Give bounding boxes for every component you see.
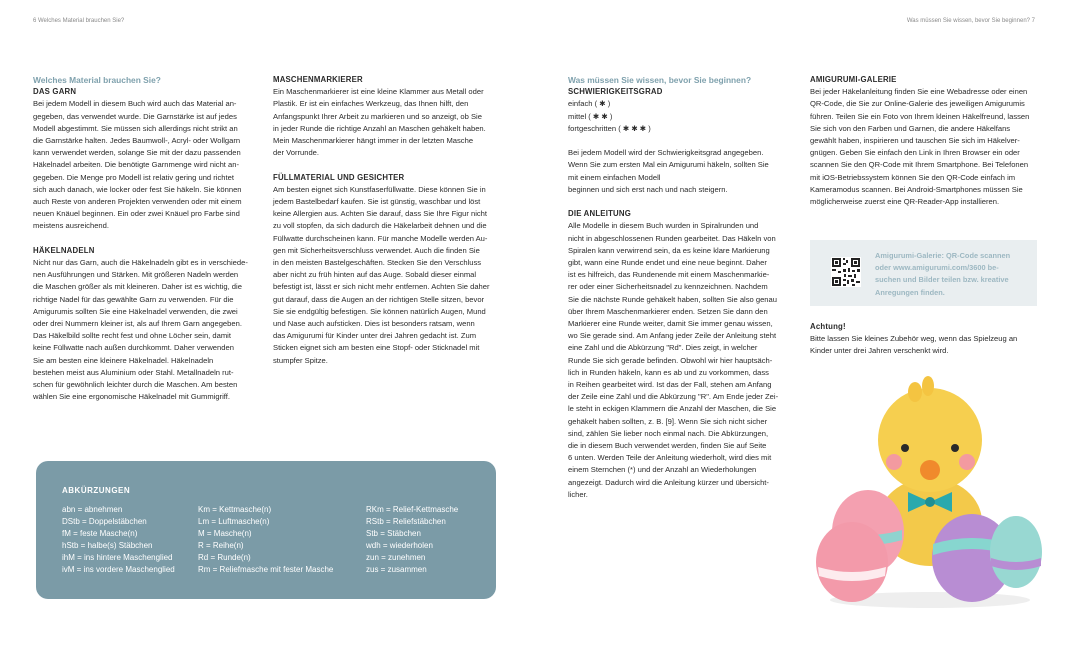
heading-anleitung: DIE ANLEITUNG [568,209,631,219]
text-line: die Garnstärke halten. Jedes Baumwoll-, Acryl- oder Wollgarn [33,136,241,146]
text-line: möglicherweise zuerst eine QR-Reader-App installieren. [810,197,1000,207]
paragraph-schwierigkeitsgrad [568,147,798,196]
text-line: führen. Teilen Sie ein Foto von Ihrem kleinen Häkelfreund, lassen [810,111,1030,121]
text-line: der Vorrunde. [273,148,320,158]
abbreviation-entry: fM = feste Masche(n) [62,528,138,538]
column-marker [273,74,503,367]
text-line: Wenn Sie zum ersten Mal ein Amigurumi häkeln, sollten Sie [568,160,769,170]
text-line: Häkelnadel arbeiten. Die benötigte Garnmenge wird nicht an- [33,160,239,170]
text-line: licher. [568,489,588,499]
text-line: Runde Sie sich gerade befinden. Obwohl wir hier hauptsäch- [568,355,773,365]
heading-garn: DAS GARN [33,87,77,97]
text-line: Anregungen finden. [875,287,945,297]
paragraph-galerie [810,86,1042,208]
amigurumi-chick-photo [812,362,1048,610]
heading-haekelnadeln: HÄKELNADELN [33,245,95,255]
abbreviations-title: ABKÜRZUNGEN [62,486,131,495]
text-line: schen für gewöhnlich leichter durch die Maschen. Am besten [33,380,238,390]
text-line: Spiralen kann verwirrend sein, da es keine klare Markierung [568,245,770,255]
paragraph-haekelnadeln [33,257,263,403]
text-line: Bitte lassen Sie kleines Zubehör weg, wenn das Spielzeug an [810,334,1018,344]
text-line: wo Sie gerade sind. Am Anfang jeder Zeile der Anleitung steht [568,331,777,341]
text-line: Kameramodus scannen. Bei Android-Smartphones müssen Sie [810,184,1023,194]
text-line: nicht in abgeschlossenen Runden gearbeitet. Das Häkeln von [568,233,776,243]
running-header-left: 6 Welches Material brauchen Sie? [33,18,125,24]
text-line: neuen Knäuel beginnen. Ein oder zwei Knäuel pro Farbe sind [33,209,240,219]
heading-fuellmaterial: FÜLLMATERIAL UND GESICHTER [273,172,405,182]
abbreviation-entry: wdh = wiederholen [366,540,433,550]
text-line: beginnen und sich erst nach und nach steigern. [568,184,728,194]
abbreviation-entry: DStb = Doppelstäbchen [62,516,147,526]
text-line: aber nicht zu früh hinten auf das Auge. Sobald dieser einmal [273,270,477,280]
abbreviation-entry: ihM = ins hintere Maschenglied [62,552,173,562]
heading-schwierigkeitsgrad: SCHWIERIGKEITSGRAD [568,87,663,97]
text-line: Amigurumis sollten Sie eine Häkelnadel verwenden, die zwei [33,306,238,316]
section-title-wissen: Was müssen Sie wissen, bevor Sie beginnen? [568,75,752,85]
text-line: eine Zahl und die Abkürzung "Rd". Dies zeigt, in welcher [568,343,758,353]
abbreviation-entry: Rm = Reliefmasche mit fester Masche [198,564,334,574]
text-line: in jeder Runde die richtige Anzahl an Maschen gehäkelt haben. [273,123,486,133]
running-header-right: Was müssen Sie wissen, bevor Sie beginnen? 7 [906,18,1035,24]
text-line: in Reihen gearbeitet wird. Ist das der Fall, stehen am Anfang [568,380,772,390]
text-line: der Zeile eine Zahl und die Abkürzung "R". Am Ende jeder Zei- [568,392,779,402]
text-line: mit iOS-Betriebssystem können Sie den QR-Code einfach im [810,172,1016,182]
text-line: Ein Maschenmarkierer ist eine kleine Klammer aus Metall oder [273,87,484,97]
qr-info-box [810,240,1037,306]
text-line: gegeben. Die Menge pro Modell ist relativ gering und richtet [33,172,234,182]
text-line: die in diesem Buch verwendet werden, finden Sie auf Seite [568,441,767,451]
text-line: gewählt haben, inspirieren und tauschen Sie sich im Häkelver- [810,136,1020,146]
section-title-material: Welches Material brauchen Sie? [33,75,161,85]
abbreviation-entry: M = Masche(n) [198,528,252,538]
heading-maschenmarkierer: MASCHENMARKIERER [273,75,363,84]
abbreviation-entry: R = Reihe(n) [198,540,244,550]
qr-info-text [875,250,1030,299]
text-line: befestigt ist, lässt er sich nicht mehr entfernen. Achten Sie daher [273,282,490,292]
text-line: gut darauf, dass die Augen an der richtigen Stelle sitzen, bevor [273,294,485,304]
qr-code-icon[interactable] [831,257,861,287]
abbreviation-entry: abn = abnehmen [62,505,123,514]
text-line: Kinder unter drei Jahren verschenkt wird. [810,346,949,356]
abbreviation-entry: zun = zunehmen [366,552,426,562]
difficulty-advanced: fortgeschritten ( ✱ ✱ ✱ ) [568,123,651,133]
text-line: le steht in eckigen Klammern die Anzahl der Maschen, die Sie [568,404,777,414]
text-line: Nicht nur das Garn, auch die Häkelnadeln gibt es in verschiede- [33,258,248,268]
text-line: Plastik. Er ist ein einfaches Werkzeug, das Ihnen hilft, den [273,99,469,109]
text-line: sich auch danach, wie locker oder fest Sie häkeln. Sie können [33,184,242,194]
text-line: Sie die nächste Runde gehäkelt haben, sollten Sie also genau [568,294,777,304]
text-line: wählen Sie eine ergonomische Häkelnadel mit Gummigriff. [33,392,230,402]
text-line: auch Reste von anderen Projekten verwenden oder mit einem [33,197,242,207]
text-line: gnügen. Geben Sie einfach den Link in Ihren Browser ein oder [810,148,1020,158]
text-line: Füllwatte durchscheinen kann. Für manche Modelle werden Au- [273,233,488,243]
text-line: in den meisten Bastelgeschäften. Stecken Sie den Verschluss [273,258,482,268]
text-line: nen Ausführungen und Stärken. Mit größeren Nadeln werden [33,270,239,280]
warning-heading: Achtung! [810,322,846,331]
text-line: bestehen meist aus Aluminium oder Stahl. Metallnadeln rut- [33,367,234,377]
text-line: lich in Runden häkeln, kann es ab und zu vorkommen, dass [568,367,769,377]
abbreviations-column-3 [366,504,458,575]
text-line: 6 unten. Werden Teile der Anleitung wiederholt, wird dies mit [568,453,772,463]
text-line: zu voll stopfen, da sich dadurch die Häkelarbeit dehnen und die [273,221,487,231]
text-line: Sie sich von den Farben und Garnen, die andere Häkelfans [810,123,1011,133]
text-line: oder www.amigurumi.com/3600 be- [875,263,999,273]
text-line: richtige Nadel für das gewählte Garn zu verwenden. Für die [33,294,234,304]
text-line: suchen und Bilder teilen bzw. kreative [875,275,1009,285]
abbreviation-entry: Rd = Runde(n) [198,552,251,562]
text-line: Bei jedem Modell wird der Schwierigkeitsgrad angegeben. [568,148,764,158]
text-line: Anfangspunkt Ihrer Arbeit zu markieren und so anzeigt, ob Sie [273,111,482,121]
text-line: Sticken eignet sich am besten eine Stopf- oder Sticknadel mit [273,343,480,353]
abbreviation-entry: hStb = halbe(s) Stäbchen [62,540,153,550]
warning-block [810,321,1042,358]
text-line: Modell abgestimmt. Sie müssen sich allerdings nicht strikt an [33,123,238,133]
text-line: einem Sternchen (*) und der Anzahl an Wiederholungen [568,465,757,475]
abbreviation-entry: zus = zusammen [366,564,427,574]
abbreviation-entry: Stb = Stäbchen [366,528,421,538]
text-line: scannen Sie den QR-Code mit Ihrem Smartphone. Bei Telefonen [810,160,1029,170]
abbreviation-entry: Km = Kettmasche(n) [198,505,272,514]
list-difficulty [568,98,798,135]
text-line: keine Allergien aus. Achten Sie darauf, dass Sie Ihre Figur nicht [273,209,488,219]
text-line: jedem Bastelbedarf kaufen. Sie ist günstig, waschbar und löst [273,197,481,207]
text-line: keine Füllwatte nach außen durchkommt. Daher verwenden [33,343,234,353]
text-line: Mein Maschenmarkierer hängt immer in der letzten Masche [273,136,474,146]
paragraph-anleitung [568,220,798,501]
text-line: sind, zählen Sie lieber noch einmal nach. Die Abkürzungen, [568,428,769,438]
difficulty-medium: mittel ( ✱ ✱ ) [568,111,613,121]
abbreviations-box [36,461,496,599]
text-line: Sie sie endgültig befestigen. Sie können natürlich Augen, Mund [273,306,486,316]
abbreviation-entry: Lm = Luftmasche(n) [198,516,270,526]
text-line: Amigurumi-Galerie: QR-Code scannen [875,251,1011,260]
text-line: das Amigurumi für Kinder unter drei Jahren gedacht ist. Zum [273,331,477,341]
abbreviations-column-1 [62,504,175,575]
heading-galerie: AMIGURUMI-GALERIE [810,75,897,84]
text-line: QR-Code, die Sie zur Online-Galerie des jeweiligen Amigurumis [810,99,1025,109]
text-line: gibt, wann eine Runde endet und eine neue beginnt. Daher [568,258,767,268]
abbreviation-entry: ivM = ins vordere Maschenglied [62,564,175,574]
text-line: Markierer eine Runde weiter, damit Sie immer genau wissen, [568,319,773,329]
text-line: Am besten eignet sich Kunstfaserfüllwatte. Diese können Sie in [273,184,486,194]
text-line: Alle Modelle in diesem Buch wurden in Spiralrunden und [568,221,759,231]
text-line: kann verwendet werden, solange Sie mit der dazu passenden [33,148,241,158]
text-line: die Maschen größer als mit kleineren. Daher ist es wichtig, die [33,282,242,292]
column-material [33,74,263,403]
text-line: angezeigt. Dadurch wird die Anleitung kürzer und übersicht- [568,477,769,487]
text-line: gen mit Sicherheitsverschluss verwendet. Auch die finden Sie [273,245,480,255]
text-line: Das Häkelbild sollte recht fest und ohne Löcher sein, damit [33,331,231,341]
text-line: und Nase auch aufsticken. Dies ist besonders ratsam, wenn [273,319,475,329]
column-anleitung [568,74,798,501]
abbreviations-column-2 [198,504,333,575]
difficulty-easy: einfach ( ✱ ) [568,99,611,109]
text-line: stumpfer Spitze. [273,355,328,365]
text-line: gehäkelt haben sollten, z. B. [9]. Wenn Sie sich nicht sicher [568,416,768,426]
text-line: Bei jeder Häkelanleitung finden Sie eine Webadresse oder einen [810,87,1028,97]
text-line: Sie am besten eine kleinere Häkelnadel. Häkelnadeln [33,355,214,365]
abbreviation-entry: RKm = Relief-Kettmasche [366,505,459,514]
paragraph-maschenmarkierer [273,86,503,159]
abbreviation-entry: RStb = Reliefstäbchen [366,516,446,526]
paragraph-garn [33,98,263,232]
text-line: ist es hilfreich, das Rundenende mit einem Maschenmarkie- [568,270,770,280]
paragraph-fuellmaterial [273,184,503,367]
column-galerie [810,74,1042,208]
text-line: oder drei Nummern kleiner ist, als auf Ihrem Garn angegeben. [33,319,242,329]
text-line: mit einem einfachen Modell [568,172,661,182]
text-line: meistens ausreichend. [33,221,109,231]
text-line: rer oder einer Sicherheitsnadel zu kennzeichnen. Nachdem [568,282,768,292]
text-line: gegeben, das verwendet wurde. Die Garnstärke ist auf jedes [33,111,237,121]
text-line: Bei jedem Modell in diesem Buch wird auch das Material an- [33,99,237,109]
text-line: über Ihrem Maschenmarkierer enden. Setzen Sie dann den [568,306,768,316]
